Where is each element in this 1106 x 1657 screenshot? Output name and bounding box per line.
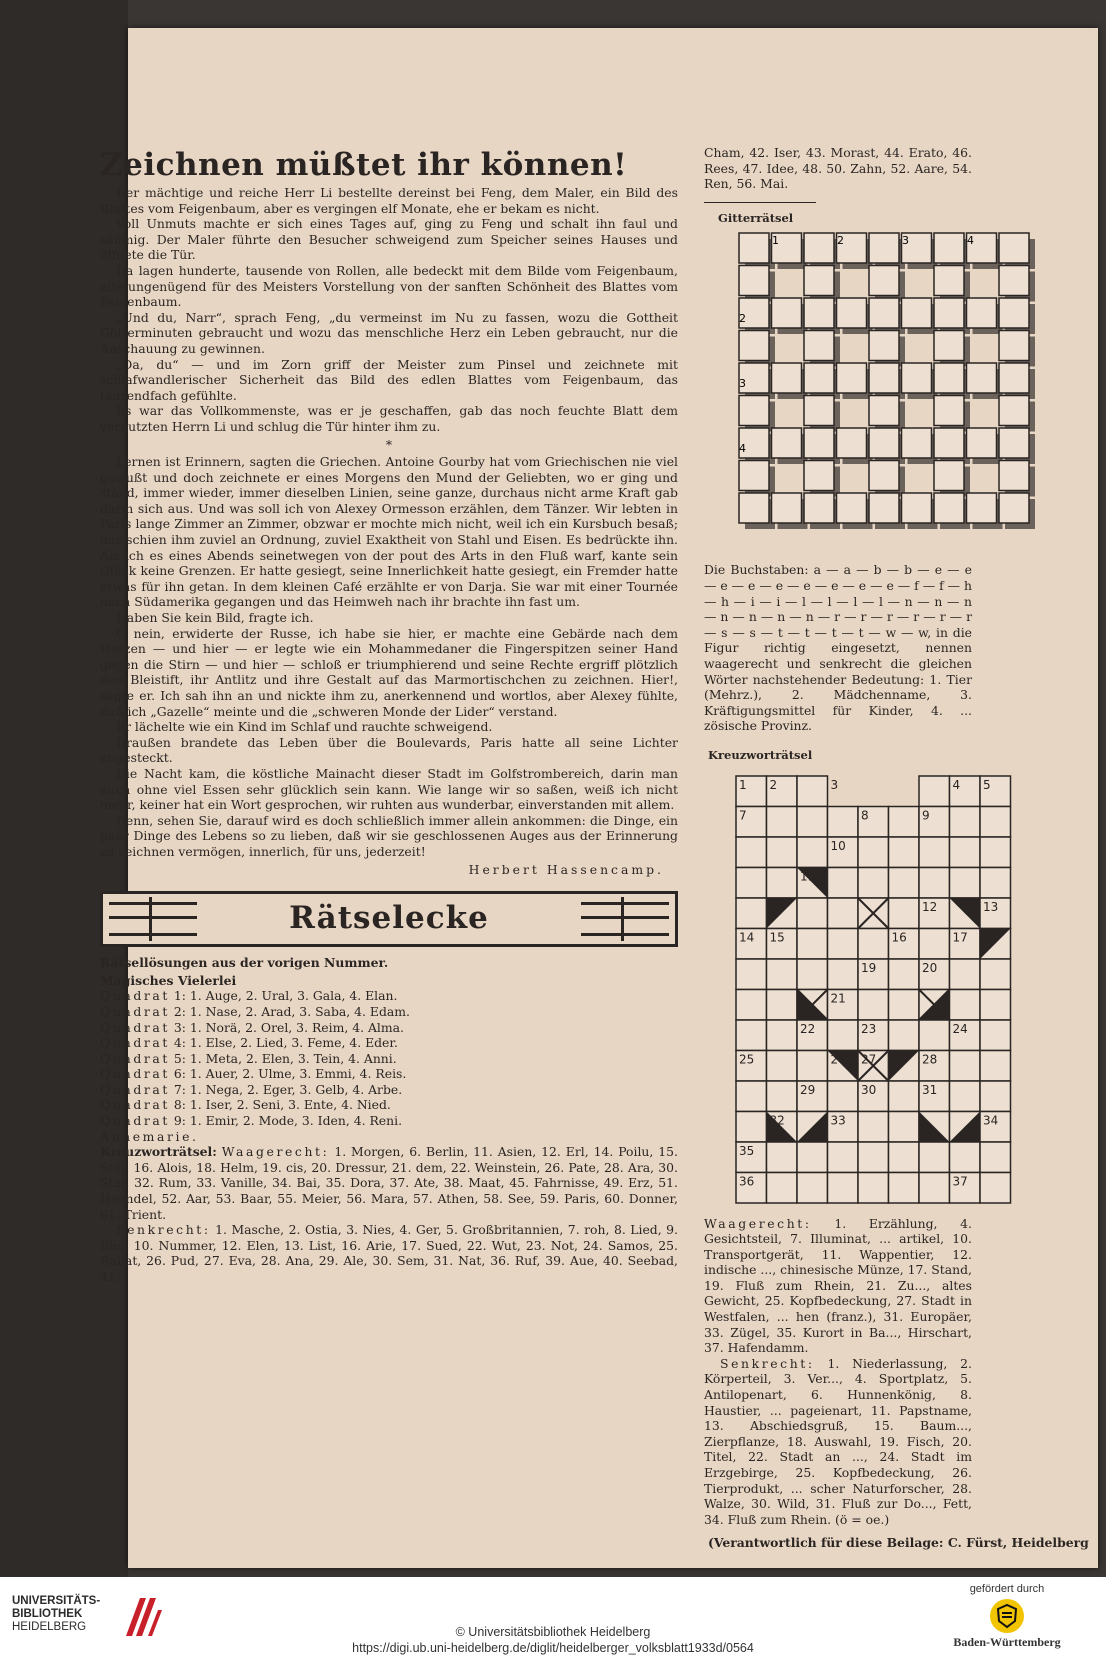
kreuz-heading: Kreuzworträtsel: — [100, 1144, 217, 1160]
gitter-label: 3 — [902, 234, 909, 248]
cell-number: 31 — [922, 1082, 938, 1097]
crossword-clues-across — [704, 1216, 972, 1356]
lattice-cell[interactable] — [804, 428, 834, 458]
cw-senkrecht-label: Senkrecht: — [720, 1355, 815, 1371]
article-paragraph: Denn, sehen Sie, darauf wird es doch schließlich immer allein ankommen: die Dinge, ein paar Dinge des Lebens so zu lieben, daß wir sie geschlossenen Auges aus der Erinnerung zu zeichnen vermögen, innerlich, für uns, jederzeit! — [100, 812, 678, 859]
crossword-cell[interactable] — [828, 1020, 859, 1051]
quadrat-label: Quadrat — [100, 1113, 170, 1129]
cell-number: 16 — [891, 930, 907, 944]
lattice-cell[interactable] — [804, 233, 834, 263]
cell-number: 1 — [739, 777, 747, 792]
cell-number: 23 — [861, 1021, 877, 1036]
quadrat-number: 3: — [173, 1019, 186, 1035]
quadrat-number: 7: — [173, 1081, 186, 1097]
lattice-cell[interactable] — [999, 493, 1029, 523]
library-line: BIBLIOTHEK — [12, 1608, 83, 1620]
crossword-cell[interactable] — [736, 1111, 767, 1142]
lattice-cell[interactable] — [999, 298, 1029, 328]
lattice-cell[interactable] — [967, 298, 997, 328]
copyright-text: © Universitätsbibliothek Heidelberg — [455, 1625, 651, 1639]
lattice-cell[interactable] — [999, 461, 1029, 491]
cell-number: 26 — [830, 1052, 846, 1066]
article-title: Zeichnen müßtet ihr können! — [100, 147, 628, 183]
crossword-cell[interactable] — [950, 1142, 981, 1173]
crossword-cell[interactable] — [980, 1142, 1011, 1173]
crossword-cell[interactable] — [889, 898, 920, 929]
crossword-cell[interactable] — [950, 837, 981, 868]
lattice-cell[interactable] — [902, 428, 932, 458]
lattice-cell[interactable] — [934, 331, 964, 361]
article-paragraph: O nein, erwiderte der Russe, ich habe sie hier, er machte eine Gebärde nach dem Herzen — und hier — er legte wie ein Mohammedaner die Fingerspitzen seiner Hand gegen die Stirn — und hier — schloß er triumphierend und seine Rechte ergriff plötzlich den Bleistift, ihr Antlitz und ihre Gestalt auf das Marmortischchen zu zeichnen. Hier!, sagte er. Ich sah ihn an und nickte ihm zu, anerkennend und wortlos, aber Alexey fühlte, daß ich „Gazelle“ meinte und die „schweren Monde der Lider“ verstand. — [100, 625, 678, 719]
gitter-label: 4 — [967, 234, 974, 248]
cw-down-text: 1. Niederlassung, 2. Körperteil, 3. Ver..., 4. Sportplatz, 5. Antilopenart, 6. Hunnenkönig, 8. Haustier, ... pageienart, 11. Papstname, 13. Abschiedsgruß, 15. Baum..., Zierpflanze, 18. Auswahl, 19. Fisch, 20. Titel, 22. Stadt an ..., 24. Stadt im Erzgebirge, 25. Kopfbedeckung, 26. Tierprodukt, ... scher Naturforscher, 28. Walze, 30. Wild, 31. Fluß zur Do..., Fett, 34. Fluß zum Rhein. (ö = oe.) — [704, 1355, 972, 1527]
quadrat-words: 1. Nega, 2. Eger, 3. Gelb, 4. Arbe. — [189, 1081, 403, 1097]
article-paragraph: Die Nacht kam, die köstliche Mainacht dieser Stadt im Golfstrombereich, darin man auch ohne viel Essen sehr glücklich sein kann. Wie lange wir so saßen, weiß ich nicht mehr, keiner hat ein Wort gesprochen, wir ruhten aus wunderbar, einverstanden mit allem. — [100, 765, 678, 813]
quadrat-number: 6: — [173, 1066, 186, 1082]
cell-number: 7 — [739, 808, 747, 822]
solutions-heading: Rätsellösungen aus der vorigen Nummer. — [100, 955, 389, 971]
lattice-cell[interactable] — [934, 363, 964, 393]
crossword-cell[interactable] — [858, 989, 889, 1020]
cell-number: 32 — [769, 1113, 785, 1127]
crossword-cell[interactable] — [736, 1081, 767, 1112]
article-paragraph: Er lächelte wie ein Kind im Schlaf und rauchte schweigend. — [116, 719, 493, 735]
lattice-puzzle-grid — [734, 230, 1074, 560]
crossword-cell[interactable] — [980, 1050, 1011, 1081]
cell-number: 11 — [800, 869, 816, 883]
lattice-cell[interactable] — [837, 298, 867, 328]
lattice-cells — [739, 233, 1035, 529]
lattice-cell[interactable] — [902, 363, 932, 393]
cell-number: 10 — [830, 838, 846, 853]
cell-number: 22 — [800, 1021, 816, 1036]
lattice-cell[interactable] — [934, 233, 964, 263]
crossword-cell[interactable] — [950, 1050, 981, 1081]
article-paragraph: Draußen brandete das Leben über die Boulevards, Paris hatte all seine Lichter angesteckt. — [100, 734, 678, 766]
lattice-cell[interactable] — [999, 233, 1029, 263]
lattice-cell[interactable] — [804, 363, 834, 393]
cell-number: 27 — [861, 1052, 877, 1066]
article-paragraph: Lernen ist Erinnern, sagten die Griechen. Antoine Gourby hat vom Griechischen nie viel gewußt und doch zeichnete er eines Morgens den Mund der Geliebten, wo er ging und stand, immer wieder, immer dieselben Linien, seine ganze, durchaus nicht arme Kraft gab darin sich aus. Und was soll ich von Alexey Ormesson erzählen, dem Tänzer. Wir lebten in Paris lange Zimmer an Zimmer, obzwar er mochte mich nicht, weil ich ein Kursbuch besaß; das schien ihm zuviel an Ordnung, zuviel Exaktheit von Stahl und Eisen. Es bedrückte ihn. Als ich es eines Abends seinetwegen von der pout des Arts in den Fluß warf, kante sein Glück keine Grenzen. Er hatte gesiegt, seine Innerlichkeit hatte gesiegt, ein Fremder hatte etwas für ihn getan. In dem kleinen Café erzählte er von Darja. Sie war mit einer Tournée nach Südamerika gegangen und das Heimweh nach ihr brachte ihn fast um. — [100, 454, 678, 610]
state-crest-icon — [990, 1599, 1024, 1633]
lattice-cell[interactable] — [967, 363, 997, 393]
quadrat-number: 8: — [173, 1097, 186, 1113]
article-paragraph: Es war das Vollkommenste, was er je geschaffen, gab das noch feuchte Blatt dem verdutzten Herrn Li und schlug die Tür hinter ihm zu. — [100, 403, 678, 434]
crossword-cell[interactable] — [767, 1081, 798, 1112]
crossword-cell[interactable] — [919, 776, 950, 807]
quadrat-label: Quadrat — [100, 1035, 170, 1051]
article-paragraph: Da lagen hunderte, tausende von Rollen, alle bedeckt mit dem Bilde vom Feigenbaum, alle ungenügend für des Meisters Vorstellung von der sanften Schönheit des Blattes vom Feigenbaum. — [100, 262, 678, 310]
cell-number: 3 — [830, 777, 839, 792]
quadrat-words: 1. Iser, 2. Seni, 3. Ente, 4. Nied. — [189, 1097, 391, 1113]
crossword-cell[interactable] — [858, 928, 889, 959]
crossword-cell[interactable] — [736, 959, 767, 990]
crossword-cell[interactable] — [889, 867, 920, 898]
lattice-cell[interactable] — [804, 266, 834, 296]
crossword-grid — [736, 776, 1012, 1208]
cell-number: 4 — [952, 777, 961, 792]
lattice-cell[interactable] — [837, 363, 867, 393]
gitter-label: 2 — [837, 234, 844, 248]
crossword-cell[interactable] — [919, 1172, 950, 1203]
lattice-cell[interactable] — [804, 396, 834, 426]
crossword-cell[interactable] — [797, 776, 828, 807]
crossword-cell[interactable] — [797, 959, 828, 990]
quadrat-label: Quadrat — [100, 1003, 170, 1019]
crossword-cell[interactable] — [858, 1142, 889, 1173]
lattice-cell[interactable] — [869, 396, 899, 426]
lattice-cell[interactable] — [902, 493, 932, 523]
lattice-cell[interactable] — [869, 233, 899, 263]
quadrat-words: 1. Norä, 2. Orel, 3. Reim, 4. Alma. — [189, 1019, 404, 1035]
cell-number: 12 — [922, 899, 938, 914]
crossword-cell[interactable] — [797, 837, 828, 868]
lattice-cell[interactable] — [772, 428, 802, 458]
crossword-cell[interactable] — [736, 867, 767, 898]
quadrat-label: Quadrat — [100, 988, 170, 1004]
magic-heading: Magisches Vielerlei — [100, 972, 237, 988]
crossword-clues-down — [704, 1356, 972, 1528]
lattice-cell[interactable] — [869, 298, 899, 328]
quadrat-words: 1. Auer, 2. Ulme, 3. Emmi, 4. Reis. — [189, 1066, 407, 1082]
lattice-cell[interactable] — [869, 428, 899, 458]
lattice-cell[interactable] — [999, 363, 1029, 393]
cell-number: 29 — [800, 1082, 816, 1097]
quadrat-label: Quadrat — [100, 1019, 170, 1035]
divider — [704, 202, 816, 203]
cell-number: 5 — [983, 777, 991, 792]
crossword-cell[interactable] — [919, 1142, 950, 1173]
gitter-heading: Gitterrätsel — [718, 210, 794, 225]
permalink[interactable]: https://digi.ub.uni-heidelberg.de/diglit/heidelberger_volksblatt1933d/0564 — [352, 1641, 754, 1655]
gitter-instructions: Die Buchstaben: a — a — b — b — e — e — e — e — e — e — e — e — e — f — f — h — h — i — i — l — l — l — l — n — n — n — n — n — n — n — r — r — r — r — r — r — s — s — t — t — t — t — w — w, in die Figur richtig eingesetzt, nennen waagerecht und senkrecht die gleichen Wörter nachstehender Bedeutung: 1. Tier (Mehrz.), 2. Mädchenname, 3. Kräftigungsmittel für Kinder, 4. ... zösische Provinz. — [704, 562, 972, 734]
lattice-cell[interactable] — [804, 461, 834, 491]
lattice-cell[interactable] — [804, 298, 834, 328]
lattice-cell[interactable] — [739, 493, 769, 523]
article-paragraph: „Da, du“ — und im Zorn griff der Meister zum Pinsel und zeichnete mit schlafwandlerischer Sicherheit das Bild des edlen Blattes vom Feigenbaum, das tausendfach gefühlte. — [100, 356, 678, 403]
lattice-cell[interactable] — [934, 396, 964, 426]
lattice-cell[interactable] — [999, 428, 1029, 458]
cw-across-text: 1. Erzählung, 4. Gesichtsteil, 7. Illuminat, ... artikel, 10. Transportgerät, 11. Wappentier, 12. indische ..., chinesische Münze, 17. Stand, 19. Fluß zum Rhein, 21. Zu..., altes Gewicht, 25. Kopfbedeckung, 27. Stadt in Westfalen, ... hen (franz.), 31. Europäer, 33. Zügel, 35. Kurort in Ba..., Hirschart, 37. Hafendamm. — [704, 1215, 972, 1356]
crossword-cell[interactable] — [736, 1020, 767, 1051]
crossword-cell[interactable] — [858, 1172, 889, 1203]
cell-number: 9 — [922, 808, 930, 822]
quadrat-words: 1. Emir, 2. Mode, 3. Iden, 4. Reni. — [189, 1113, 403, 1129]
crossword-cell[interactable] — [736, 989, 767, 1020]
crossword-cell[interactable] — [889, 1142, 920, 1173]
crossword-cell[interactable] — [889, 1111, 920, 1142]
crossword-cell[interactable] — [980, 867, 1011, 898]
cell-number: 37 — [952, 1174, 968, 1188]
cell-number: 33 — [830, 1113, 846, 1127]
crossword-cell[interactable] — [767, 1172, 798, 1203]
lattice-cell[interactable] — [967, 493, 997, 523]
crossword-cell[interactable] — [828, 959, 859, 990]
lattice-cell[interactable] — [739, 396, 769, 426]
crossword-cell[interactable] — [858, 867, 889, 898]
crossword-cell[interactable] — [858, 1111, 889, 1142]
crossword-cell[interactable] — [889, 806, 920, 837]
crossword-cell[interactable] — [767, 989, 798, 1020]
crossword-cell[interactable] — [797, 806, 828, 837]
article-paragraph: Voll Unmuts machte er sich eines Tages auf, ging zu Feng und schalt ihn faul und säumig. Der Maler führte den Besucher schweigend zum Speicher seines Hauses und öffnete die Tür. — [100, 216, 678, 263]
crossword-cell[interactable] — [767, 867, 798, 898]
cell-number: 2 — [769, 777, 778, 792]
lattice-cell[interactable] — [869, 493, 899, 523]
cell-number: 8 — [861, 808, 869, 822]
crossword-cell[interactable] — [767, 1050, 798, 1081]
lattice-cell[interactable] — [772, 298, 802, 328]
solution-down-continued: Cham, 42. Iser, 43. Morast, 44. Erato, 46. Rees, 47. Idee, 48. 50. Zahn, 52. Aare, 54. Ren, 56. Mai. — [704, 145, 972, 192]
puzzle-column — [548, 145, 1089, 1551]
cw-waagerecht-label: Waagerecht: — [704, 1215, 812, 1231]
crossword-cell[interactable] — [797, 1142, 828, 1173]
lattice-cell[interactable] — [999, 266, 1029, 296]
quadrat-number: 5: — [173, 1050, 186, 1066]
crossword-cell[interactable] — [858, 837, 889, 868]
funded-by-label: gefördert durch — [969, 1583, 1045, 1595]
crossword-cell[interactable] — [980, 837, 1011, 868]
lattice-cell[interactable] — [934, 493, 964, 523]
crossword-cell[interactable] — [828, 928, 859, 959]
lattice-cell[interactable] — [902, 298, 932, 328]
funder-name: Baden-Württemberg — [953, 1635, 1061, 1649]
quadrat-number: 1: — [173, 988, 186, 1004]
crossword-cell[interactable] — [797, 1172, 828, 1203]
cell-number: 25 — [739, 1052, 755, 1066]
cell-number: 14 — [739, 930, 755, 944]
quadrat-number: 9: — [173, 1113, 186, 1129]
crossword-heading: Kreuzworträtsel — [708, 747, 813, 762]
lattice-cell[interactable] — [772, 363, 802, 393]
cell-number: 34 — [983, 1113, 999, 1127]
crossword-cell[interactable] — [767, 1020, 798, 1051]
lattice-cell[interactable] — [869, 331, 899, 361]
crossword-cell[interactable] — [950, 959, 981, 990]
crossword-cells — [736, 776, 1011, 1203]
crossword-cell[interactable] — [950, 806, 981, 837]
crossword-cell[interactable] — [797, 1050, 828, 1081]
lattice-cell[interactable] — [999, 396, 1029, 426]
lattice-cell[interactable] — [804, 493, 834, 523]
lattice-cell[interactable] — [999, 331, 1029, 361]
waagerecht-label: Waagerecht: — [221, 1144, 330, 1160]
cell-number: 30 — [861, 1082, 877, 1097]
responsible-note: (Verantwortlich für diese Beilage: C. Fürst, Heidelberg — [708, 1535, 1089, 1551]
cell-number: 35 — [739, 1143, 755, 1158]
article-paragraph: Der mächtige und reiche Herr Li bestellte dereinst bei Feng, dem Maler, ein Bild des Blattes vom Feigenbaum, aber es vergingen elf Monate, ehe er bekam es nicht. — [100, 185, 678, 216]
cell-number: 18 — [983, 930, 999, 944]
crossword-cell[interactable] — [980, 806, 1011, 837]
lattice-cell[interactable] — [739, 331, 769, 361]
crossword-cell[interactable] — [950, 989, 981, 1020]
viewer-footer — [0, 1577, 1106, 1657]
crossword-cell[interactable] — [980, 1172, 1011, 1203]
lattice-cell[interactable] — [967, 428, 997, 458]
crossword-cell[interactable] — [828, 1142, 859, 1173]
crossword-cell[interactable] — [828, 1172, 859, 1203]
crossword-cell[interactable] — [889, 1020, 920, 1051]
crossword-cell[interactable] — [919, 867, 950, 898]
gitter-label: 2 — [739, 312, 746, 326]
article-paragraph: Haben Sie kein Bild, fragte ich. — [116, 610, 314, 626]
crossword-cell[interactable] — [889, 1081, 920, 1112]
crossword-cell[interactable] — [889, 989, 920, 1020]
crossword-cell[interactable] — [767, 1142, 798, 1173]
crossword-cell[interactable] — [980, 1020, 1011, 1051]
crossword-cell[interactable] — [797, 928, 828, 959]
gitter-label: 3 — [739, 377, 746, 391]
cell-number: 17 — [952, 930, 968, 944]
cell-number: 28 — [922, 1052, 938, 1066]
banner-title: Rätselecke — [289, 900, 489, 937]
lattice-cell[interactable] — [739, 461, 769, 491]
solution-across-text: 1. Morgen, 6. Berlin, 11. Asien, 12. Erl, 14. Poilu, 15. Ster, 16. Alois, 18. Helm, 19. cis, 20. Dressur, 21. dem, 22. Weinstein, 26. Pate, 28. Ara, 30. Star, 32. Rum, 33. Vanille, 34. Bai, 35. Dora, 37. Ate, 38. Maat, 45. Fahrnisse, 49. Erz, 51. Haendel, 52. Aar, 53. Baar, 55. Meier, 56. Mara, 57. Athen, 58. See, 59. Paris, 60. Donner, 61. Trient. — [100, 1144, 678, 1222]
lattice-cell[interactable] — [804, 331, 834, 361]
crossword-cell[interactable] — [828, 806, 859, 837]
lattice-cell[interactable] — [934, 266, 964, 296]
crossword-cell[interactable] — [767, 959, 798, 990]
lattice-cell[interactable] — [869, 363, 899, 393]
lattice-cell[interactable] — [934, 298, 964, 328]
quadrat-words: 1. Else, 2. Lied, 3. Feme, 4. Eder. — [189, 1035, 398, 1051]
crossword-cell[interactable] — [767, 837, 798, 868]
lattice-cell[interactable] — [934, 461, 964, 491]
article-author: Herbert Hassencamp. — [468, 861, 664, 877]
crossword-cell[interactable] — [767, 806, 798, 837]
crossword-cell[interactable] — [828, 867, 859, 898]
lattice-cell[interactable] — [837, 493, 867, 523]
quadrat-number: 4: — [173, 1035, 186, 1051]
cell-number: 19 — [861, 960, 877, 975]
quadrat-label: Quadrat — [100, 1097, 170, 1113]
crossword-cell[interactable] — [980, 1081, 1011, 1112]
magic-solution-name: Annemarie. — [100, 1128, 199, 1144]
crossword-cell[interactable] — [736, 898, 767, 929]
crossword-cell[interactable] — [950, 1081, 981, 1112]
banner-ornament — [109, 902, 197, 936]
senkrecht-label: Senkrecht: — [116, 1222, 211, 1238]
quadrat-number: 2: — [173, 1003, 186, 1019]
cell-number: 24 — [952, 1021, 968, 1036]
crossword-cell[interactable] — [797, 898, 828, 929]
quadrat-words: 1. Auge, 2. Ural, 3. Gala, 4. Elan. — [189, 988, 398, 1004]
crossword-cell[interactable] — [889, 1172, 920, 1203]
lattice-cell[interactable] — [772, 493, 802, 523]
gitter-label: 4 — [739, 442, 746, 456]
lattice-cell[interactable] — [837, 428, 867, 458]
crossword-cell[interactable] — [980, 959, 1011, 990]
crossword-cell[interactable] — [889, 959, 920, 990]
library-line: HEIDELBERG — [12, 1621, 87, 1633]
crossword-cell[interactable] — [919, 837, 950, 868]
cell-number: 13 — [983, 899, 999, 914]
crossword-cell[interactable] — [950, 867, 981, 898]
cell-number: 20 — [922, 960, 938, 975]
lattice-cell[interactable] — [739, 266, 769, 296]
gitter-label: 1 — [772, 234, 779, 248]
lattice-cell[interactable] — [869, 266, 899, 296]
quadrat-label: Quadrat — [100, 1081, 170, 1097]
crossword-cell[interactable] — [919, 1020, 950, 1051]
funder-block — [932, 1583, 1082, 1650]
crossword-cell[interactable] — [980, 989, 1011, 1020]
section-separator: * — [385, 436, 393, 452]
quadrat-words: 1. Nase, 2. Arad, 3. Saba, 4. Edam. — [189, 1003, 410, 1019]
solution-down-text: 1. Masche, 2. Ostia, 3. Nies, 4. Ger, 5. Großbritannien, 7. roh, 8. Lied, 9. Iller, 10. Nummer, 12. Elen, 13. List, 16. Arie, 17. Sued, 22. Wut, 23. Not, 24. Samos, 25. Rabat, 26. Pud, 27. Eva, 28. Ana, 29. Ale, 30. Sem, 31. Nat, 36. Ruf, 39. Aue, 40. Seebad, 41. — [100, 1222, 678, 1284]
library-line: UNIVERSITÄTS- — [12, 1595, 101, 1607]
article-paragraph: „Und du, Narr“, sprach Feng, „du vermeinst im Nu zu fassen, wozu die Gottheit Götterminuten gebraucht und wozu das menschliche Herz ein Leben gebraucht, nur die Anschauung zu gewinnen. — [100, 309, 678, 356]
crossword-cell[interactable] — [736, 837, 767, 868]
crossword-cell[interactable] — [919, 928, 950, 959]
quadrat-label: Quadrat — [100, 1066, 170, 1082]
crossword-cell[interactable] — [889, 837, 920, 868]
crossword-cell[interactable] — [828, 1081, 859, 1112]
cell-number: 15 — [769, 930, 785, 944]
crossword-cell[interactable] — [828, 898, 859, 929]
lattice-cell[interactable] — [869, 461, 899, 491]
quadrat-words: 1. Meta, 2. Elen, 3. Tein, 4. Anni. — [189, 1050, 397, 1066]
cell-number: 36 — [739, 1174, 755, 1188]
cell-number: 21 — [830, 991, 846, 1005]
lattice-cell[interactable] — [934, 428, 964, 458]
quadrat-label: Quadrat — [100, 1050, 170, 1066]
lattice-cell[interactable] — [739, 233, 769, 263]
